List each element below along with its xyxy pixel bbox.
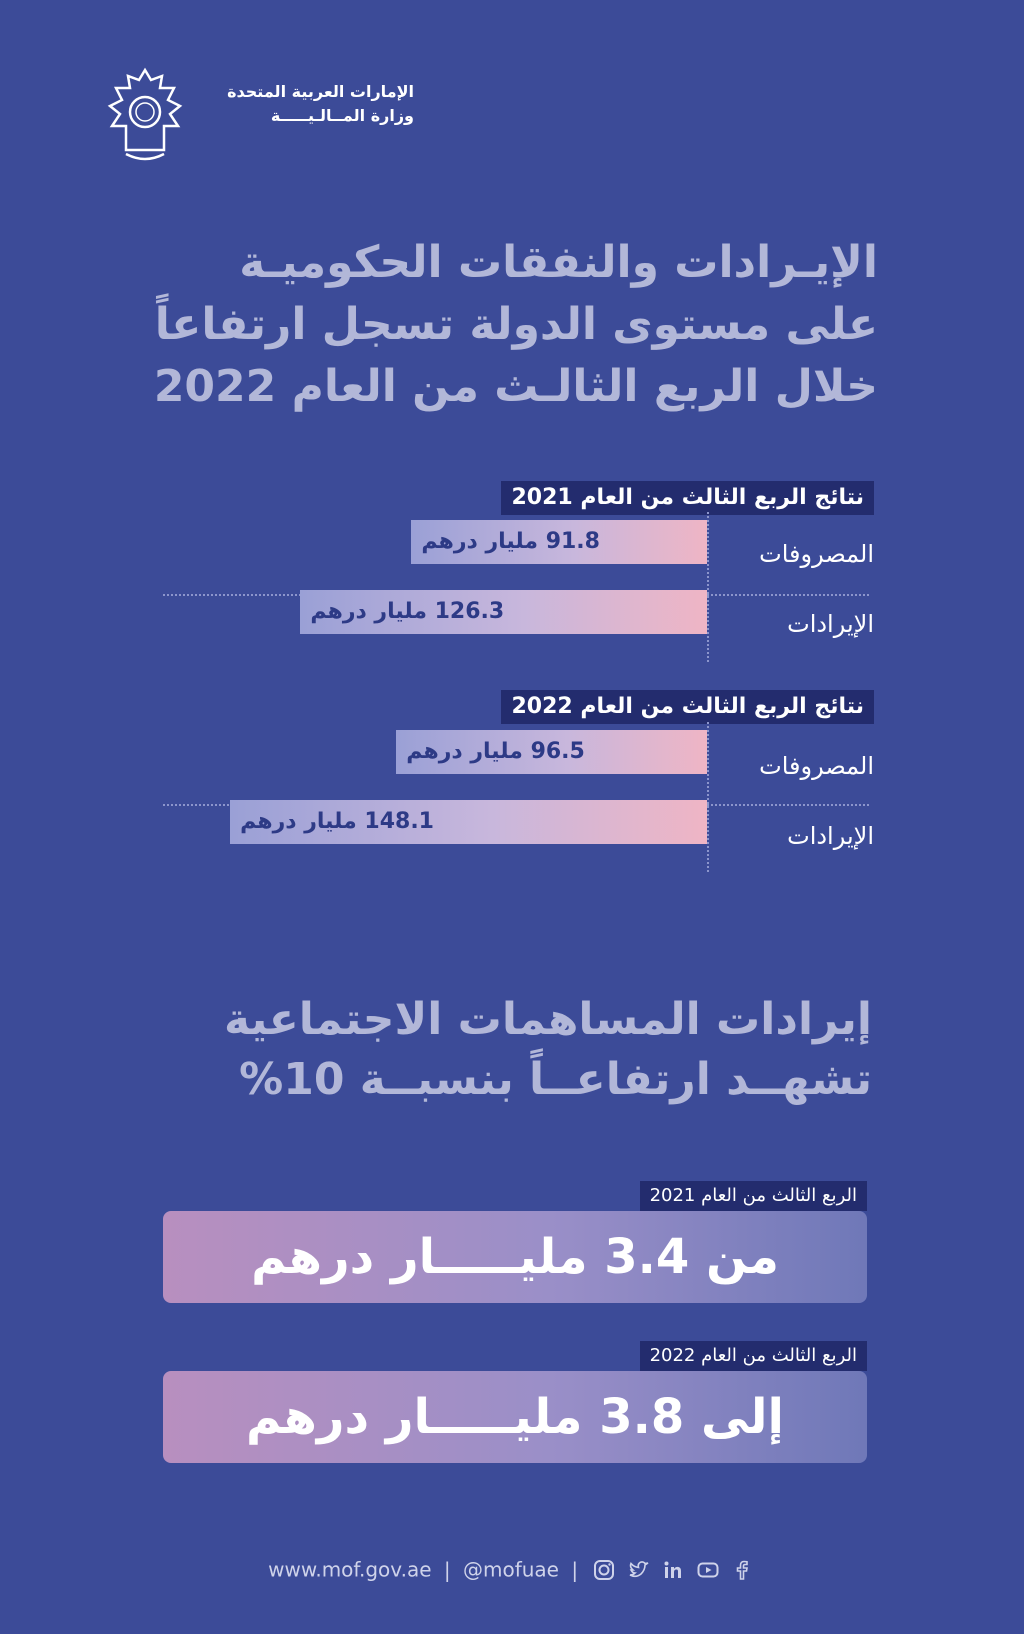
axis-line-2021 [707, 512, 709, 662]
contribution-text-2022: إلى 3.8 مليـــــار درهم [246, 1389, 784, 1445]
instagram-icon[interactable] [593, 1559, 615, 1581]
headline-social-contributions [152, 990, 872, 1110]
row-label-expenditures-2022: المصروفات [759, 752, 874, 780]
contribution-card-2021 [163, 1185, 867, 1303]
ministry-name [194, 80, 414, 128]
twitter-icon[interactable] [628, 1559, 650, 1581]
headline2-line2: تشهــد ارتفاعــاً بنسبــة 10% [239, 1054, 872, 1105]
youtube-icon[interactable] [697, 1559, 719, 1581]
bar-label-expenditures-2022: 96.5 مليار درهم [406, 739, 585, 764]
row-label-revenues-2022: الإيرادات [787, 822, 874, 850]
bar-label-revenues-2022: 148.1 مليار درهم [240, 809, 434, 834]
website-link[interactable]: www.mof.gov.ae [268, 1557, 432, 1582]
contribution-tag-2022: الربع الثالث من العام 2022 [640, 1341, 867, 1371]
social-handle[interactable]: @mofuae [462, 1557, 559, 1582]
linkedin-icon[interactable] [662, 1559, 684, 1581]
bar-label-expenditures-2021: 91.8 مليار درهم [421, 529, 600, 554]
group-title-2022: نتائج الربع الثالث من العام 2022 [501, 690, 874, 724]
row-label-expenditures-2021: المصروفات [759, 540, 874, 568]
headline1-line2: على مستوى الدولة تسجل ارتفاعاً [154, 299, 878, 350]
ministry-logo-block [104, 66, 424, 166]
contribution-text-2021: من 3.4 مليـــــار درهم [251, 1229, 779, 1285]
facebook-icon[interactable] [731, 1559, 753, 1581]
headline1-line3: خلال الربع الثالـث من العام 2022 [153, 361, 878, 412]
headline-revenues-expenditures [138, 232, 878, 418]
headline1-line1: الإيـرادات والنفقات الحكوميـة [239, 237, 878, 288]
footer [0, 1556, 1024, 1582]
headline2-line1: إيرادات المساهمات الاجتماعية [224, 994, 872, 1045]
footer-separator-2: | [571, 1557, 579, 1582]
ministry-line1: الإمارات العربية المتحدة [227, 82, 414, 101]
row-label-revenues-2021: الإيرادات [787, 610, 874, 638]
group-title-2021: نتائج الربع الثالث من العام 2021 [501, 481, 874, 515]
axis-line-2022 [707, 722, 709, 872]
contribution-tag-2021: الربع الثالث من العام 2021 [640, 1181, 867, 1211]
bar-label-revenues-2021: 126.3 مليار درهم [310, 599, 505, 624]
contribution-card-2022 [163, 1345, 867, 1463]
footer-separator: | [443, 1557, 451, 1582]
uae-emblem-icon [104, 66, 186, 166]
ministry-line2: وزارة المــالـيـــــة [270, 106, 414, 125]
